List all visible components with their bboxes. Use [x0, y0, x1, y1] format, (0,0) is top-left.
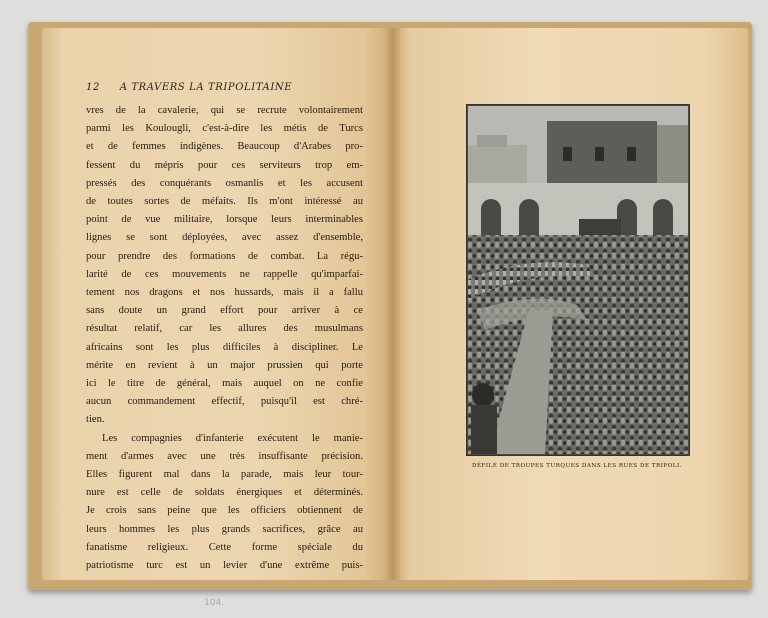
pencil-note: 104.: [204, 598, 225, 608]
photo-plate: [466, 104, 690, 456]
text-line: patriotisme turc est un levier d'une extrême puis-: [86, 560, 363, 572]
text-line: vres de la cavalerie, qui se recrute volontairement: [86, 105, 363, 116]
right-page-content: [392, 22, 748, 590]
text-line: larité de ces mouvements ne rappelle qu'imparfai-: [86, 268, 363, 280]
text-line: tement nos dragons et nos hussards, mais il a fallu: [86, 287, 363, 299]
plate-caption: DÉFILÉ DE TROUPES TURQUES DANS LES RUES DE TRIPOLI.: [471, 463, 683, 469]
text-line: résultat relatif, car les allures des musulmans: [86, 323, 363, 335]
running-title: A TRAVERS LA TRIPOLITAINE: [119, 82, 293, 93]
text-line: aucun commandement effectif, puisqu'il est chré-: [86, 396, 363, 408]
text-line: lignes se sont déployées, avec assez d'ensemble,: [86, 232, 363, 244]
text-line: Elles figurent mal dans la parade, mais leur tour-: [86, 469, 363, 481]
text-line: point de vue militaire, lorsque leurs interminables: [86, 214, 363, 226]
text-line: leurs hommes les plus grands sacrifices, grâce au: [86, 523, 363, 535]
text-line: parmi les Koulougli, c'est-à-dire les métis de Turcs: [86, 123, 363, 135]
open-book: [28, 22, 752, 590]
text-line: et de femmes indigènes. Beaucoup d'Arabes pro-: [86, 141, 363, 153]
text-line: fanatisme religieux. Cette forme spéciale du: [86, 541, 363, 553]
page-number: 12: [86, 82, 100, 93]
text-line: nure est celle de soldats énergiques et déterminés.: [86, 487, 363, 499]
text-line: pressés des conquérants osmanlis et les accusent: [86, 177, 363, 189]
parade-photo-illustration: [467, 105, 689, 455]
body-text: [86, 102, 363, 575]
text-line: tien.: [86, 414, 105, 426]
text-line: Les compagnies d'infanterie exécutent le manie-: [102, 432, 363, 444]
text-line: africains sont les plus difficiles à discipliner. Le: [86, 341, 363, 353]
text-line: sans doute un grand effort pour arriver à ce: [86, 305, 363, 317]
running-head: [86, 82, 386, 93]
text-line: fessent du mépris pour ces serviteurs trop em-: [86, 159, 363, 171]
text-line: pour prendre des formations de combat. La régu-: [86, 250, 363, 262]
text-line: ici le titre de général, mais auquel on ne confie: [86, 378, 363, 390]
text-line: Je crois sans peine que les officiers obtiennent de: [86, 505, 363, 517]
text-line: de toutes sortes de méfaits. Ils m'ont intéressé au: [86, 196, 363, 208]
text-line: mérite en revient à un major prussien qui porte: [86, 359, 363, 371]
text-line: ment d'armes avec une très insuffisante précision.: [86, 450, 363, 462]
